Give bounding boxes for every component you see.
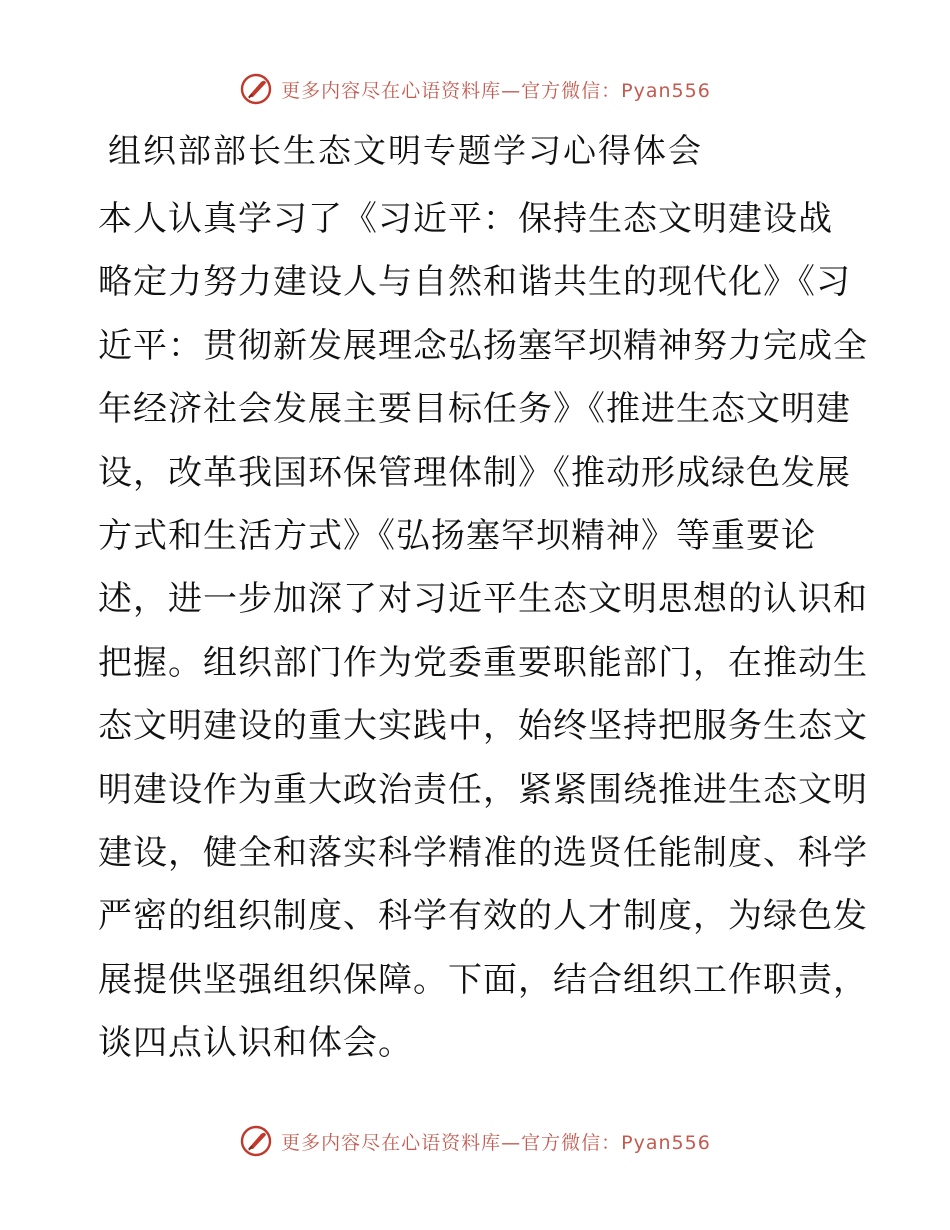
body-line: 年经济社会发展主要目标任务》《推进生态文明建 (98, 389, 851, 430)
watermark-text: 更多内容尽在心语资料库—官方微信：Pyan556 (281, 1131, 711, 1154)
body-line: 略定力努力建设人与自然和谐共生的现代化》《习 (98, 262, 851, 303)
body-line: 设，改革我国环保管理体制》《推动形成绿色发展 (98, 452, 851, 493)
body-line: 述，进一步加深了对习近平生态文明思想的认识和 (98, 579, 868, 620)
document-title: 组织部部长生态文明专题学习心得体会 (108, 131, 703, 170)
body-line: 建设，健全和落实科学精准的选贤任能制度、科学 (98, 832, 868, 873)
header-watermark (0, 72, 950, 106)
body-line: 把握。组织部门作为党委重要职能部门，在推动生 (98, 642, 868, 683)
body-line: 严密的组织制度、科学有效的人才制度，为绿色发 (98, 896, 868, 937)
watermark-text: 更多内容尽在心语资料库—官方微信：Pyan556 (281, 79, 711, 102)
body-line: 本人认真学习了《习近平：保持生态文明建设战 (98, 199, 833, 239)
body-line: 展提供坚强组织保障。下面，结合组织工作职责， (98, 959, 868, 1000)
body-line: 谈四点认识和体会。 (98, 1023, 413, 1064)
document-body (98, 188, 868, 1075)
footer-watermark (0, 1124, 950, 1158)
quill-logo-icon (239, 72, 273, 106)
body-line: 明建设作为重大政治责任，紧紧围绕推进生态文明 (98, 769, 868, 810)
body-line: 态文明建设的重大实践中，始终坚持把服务生态文 (98, 706, 868, 747)
body-line: 近平：贯彻新发展理念弘扬塞罕坝精神努力完成全 (98, 325, 868, 366)
body-line: 方式和生活方式》《弘扬塞罕坝精神》等重要论 (98, 515, 816, 556)
quill-logo-icon (239, 1124, 273, 1158)
